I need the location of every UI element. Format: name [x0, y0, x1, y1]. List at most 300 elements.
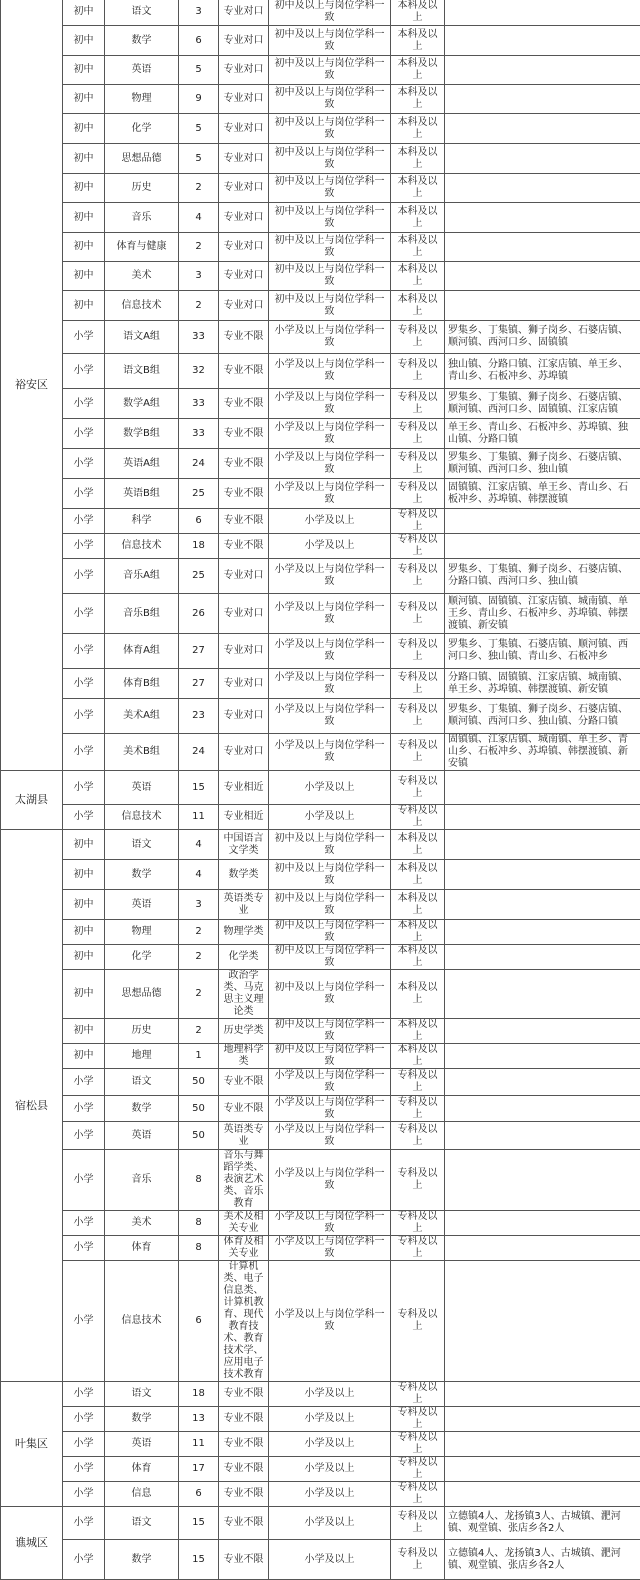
subject-cell: 信息技术 — [105, 534, 179, 559]
education-cell: 本科及以上 — [391, 26, 445, 56]
school-level-cell: 初中 — [63, 26, 105, 56]
count-cell: 33 — [179, 389, 219, 419]
notes-cell — [445, 26, 640, 56]
school-level-cell: 小学 — [63, 699, 105, 734]
count-cell: 9 — [179, 85, 219, 114]
notes-cell — [445, 56, 640, 85]
subject-cell: 数学 — [105, 26, 179, 56]
table-row — [1, 262, 640, 291]
table-row — [1, 1482, 640, 1507]
education-cell: 本科及以上 — [391, 85, 445, 114]
subject-cell: 物理 — [105, 920, 179, 945]
education-cell: 本科及以上 — [391, 970, 445, 1019]
qualification-cell: 初中及以上与岗位学科一致 — [269, 174, 391, 203]
table-row — [1, 174, 640, 203]
school-level-cell: 初中 — [63, 85, 105, 114]
school-level-cell: 小学 — [63, 1540, 105, 1580]
qualification-cell: 小学及以上与岗位学科一致 — [269, 734, 391, 771]
major-requirement-cell: 专业对口 — [219, 634, 269, 669]
school-level-cell: 初中 — [63, 291, 105, 321]
count-cell: 17 — [179, 1457, 219, 1482]
qualification-cell: 小学及以上与岗位学科一致 — [269, 419, 391, 449]
school-level-cell: 小学 — [63, 771, 105, 805]
education-cell: 专科及以上 — [391, 771, 445, 805]
table-row — [1, 291, 640, 321]
education-cell: 本科及以上 — [391, 114, 445, 144]
notes-cell — [445, 203, 640, 233]
qualification-cell: 小学及以上与岗位学科一致 — [269, 1069, 391, 1096]
major-requirement-cell: 专业对口 — [219, 291, 269, 321]
major-requirement-cell: 专业不限 — [219, 354, 269, 389]
education-cell: 本科及以上 — [391, 830, 445, 860]
education-cell: 专科及以上 — [391, 1507, 445, 1540]
subject-cell: 语文 — [105, 1507, 179, 1540]
major-requirement-cell: 音乐与舞蹈学类、表演艺术类、音乐教育 — [219, 1150, 269, 1211]
count-cell: 32 — [179, 354, 219, 389]
notes-cell — [445, 233, 640, 262]
notes-cell — [445, 144, 640, 174]
count-cell: 5 — [179, 56, 219, 85]
qualification-cell: 初中及以上与岗位学科一致 — [269, 1019, 391, 1044]
education-cell: 本科及以上 — [391, 174, 445, 203]
education-cell: 专科及以上 — [391, 699, 445, 734]
school-level-cell: 小学 — [63, 321, 105, 354]
school-level-cell: 初中 — [63, 945, 105, 970]
notes-cell — [445, 970, 640, 1019]
subject-cell: 音乐 — [105, 1150, 179, 1211]
subject-cell: 体育B组 — [105, 669, 179, 699]
table-row — [1, 890, 640, 920]
table-row — [1, 56, 640, 85]
education-cell: 本科及以上 — [391, 56, 445, 85]
education-cell: 专科及以上 — [391, 479, 445, 509]
qualification-cell: 初中及以上与岗位学科一致 — [269, 262, 391, 291]
subject-cell: 英语B组 — [105, 479, 179, 509]
notes-cell — [445, 0, 640, 26]
education-cell: 专科及以上 — [391, 1382, 445, 1407]
education-cell: 专科及以上 — [391, 321, 445, 354]
qualification-cell: 小学及以上与岗位学科一致 — [269, 1236, 391, 1261]
count-cell: 11 — [179, 805, 219, 830]
education-cell: 专科及以上 — [391, 1069, 445, 1096]
count-cell: 50 — [179, 1122, 219, 1150]
major-requirement-cell: 专业对口 — [219, 144, 269, 174]
qualification-cell: 小学及以上与岗位学科一致 — [269, 1122, 391, 1150]
subject-cell: 历史 — [105, 1019, 179, 1044]
notes-cell: 分路口镇、固镇镇、江家店镇、城南镇、单王乡、苏埠镇、韩摆渡镇、新安镇 — [445, 669, 640, 699]
education-cell: 专科及以上 — [391, 559, 445, 594]
qualification-cell: 初中及以上与岗位学科一致 — [269, 970, 391, 1019]
school-level-cell: 小学 — [63, 1432, 105, 1457]
major-requirement-cell: 专业对口 — [219, 56, 269, 85]
notes-cell: 罗集乡、丁集镇、石婆店镇、顺河镇、西河口乡、独山镇、青山乡、石板冲乡 — [445, 634, 640, 669]
school-level-cell: 小学 — [63, 449, 105, 479]
school-level-cell: 小学 — [63, 1096, 105, 1122]
school-level-cell: 初中 — [63, 233, 105, 262]
count-cell: 18 — [179, 534, 219, 559]
notes-cell — [445, 1150, 640, 1211]
education-cell: 专科及以上 — [391, 1482, 445, 1507]
education-cell: 本科及以上 — [391, 203, 445, 233]
education-cell: 专科及以上 — [391, 1211, 445, 1236]
qualification-cell: 小学及以上 — [269, 1540, 391, 1580]
notes-cell — [445, 1019, 640, 1044]
count-cell: 50 — [179, 1096, 219, 1122]
notes-cell — [445, 890, 640, 920]
count-cell: 25 — [179, 479, 219, 509]
count-cell: 3 — [179, 890, 219, 920]
major-requirement-cell: 化学类 — [219, 945, 269, 970]
major-requirement-cell: 专业不限 — [219, 1407, 269, 1432]
school-level-cell: 小学 — [63, 419, 105, 449]
table-row — [1, 1407, 640, 1432]
major-requirement-cell: 美术及相关专业 — [219, 1211, 269, 1236]
school-level-cell: 小学 — [63, 354, 105, 389]
table-row — [1, 1507, 640, 1540]
qualification-cell: 小学及以上 — [269, 1482, 391, 1507]
qualification-cell: 小学及以上 — [269, 509, 391, 534]
qualification-cell: 小学及以上 — [269, 1382, 391, 1407]
count-cell: 4 — [179, 830, 219, 860]
qualification-cell: 小学及以上与岗位学科一致 — [269, 634, 391, 669]
major-requirement-cell: 数学类 — [219, 860, 269, 890]
qualification-cell: 小学及以上与岗位学科一致 — [269, 321, 391, 354]
major-requirement-cell: 专业对口 — [219, 85, 269, 114]
notes-cell — [445, 262, 640, 291]
count-cell: 11 — [179, 1432, 219, 1457]
qualification-cell: 小学及以上与岗位学科一致 — [269, 1261, 391, 1382]
table-row — [1, 1236, 640, 1261]
notes-cell: 顺河镇、固镇镇、江家店镇、城南镇、单王乡、青山乡、石板冲乡、苏埠镇、韩摆渡镇、新安镇 — [445, 594, 640, 634]
subject-cell: 数学B组 — [105, 419, 179, 449]
table-row — [1, 1457, 640, 1482]
notes-cell — [445, 771, 640, 805]
notes-cell — [445, 1407, 640, 1432]
notes-cell — [445, 114, 640, 144]
count-cell: 24 — [179, 449, 219, 479]
education-cell: 专科及以上 — [391, 669, 445, 699]
qualification-cell: 小学及以上 — [269, 1407, 391, 1432]
major-requirement-cell: 专业不限 — [219, 534, 269, 559]
education-cell: 本科及以上 — [391, 1019, 445, 1044]
notes-cell — [445, 1432, 640, 1457]
major-requirement-cell: 计算机类、电子信息类、计算机教育、现代教育技术、教育技术学、应用电子技术教育 — [219, 1261, 269, 1382]
notes-cell — [445, 1457, 640, 1482]
subject-cell: 化学 — [105, 945, 179, 970]
qualification-cell: 初中及以上与岗位学科一致 — [269, 0, 391, 26]
notes-cell: 单王乡、青山乡、石板冲乡、苏埠镇、独山镇、分路口镇 — [445, 419, 640, 449]
table-row — [1, 1019, 640, 1044]
subject-cell: 历史 — [105, 174, 179, 203]
subject-cell: 数学 — [105, 1096, 179, 1122]
qualification-cell: 小学及以上与岗位学科一致 — [269, 1096, 391, 1122]
major-requirement-cell: 专业不限 — [219, 479, 269, 509]
education-cell: 专科及以上 — [391, 1407, 445, 1432]
school-level-cell: 初中 — [63, 174, 105, 203]
subject-cell: 思想品德 — [105, 970, 179, 1019]
region-cell: 裕安区 — [1, 0, 63, 771]
subject-cell: 美术 — [105, 1211, 179, 1236]
education-cell: 专科及以上 — [391, 1261, 445, 1382]
count-cell: 5 — [179, 114, 219, 144]
qualification-cell: 初中及以上与岗位学科一致 — [269, 203, 391, 233]
notes-cell — [445, 291, 640, 321]
school-level-cell: 小学 — [63, 509, 105, 534]
recruitment-table-body — [1, 0, 640, 1580]
subject-cell: 语文A组 — [105, 321, 179, 354]
school-level-cell: 小学 — [63, 534, 105, 559]
notes-cell: 固镇镇、江家店镇、单王乡、青山乡、石板冲乡、苏埠镇、韩摆渡镇 — [445, 479, 640, 509]
education-cell: 专科及以上 — [391, 534, 445, 559]
education-cell: 专科及以上 — [391, 1540, 445, 1580]
qualification-cell: 初中及以上与岗位学科一致 — [269, 85, 391, 114]
education-cell: 专科及以上 — [391, 1236, 445, 1261]
notes-cell — [445, 920, 640, 945]
major-requirement-cell: 专业不限 — [219, 1096, 269, 1122]
school-level-cell: 小学 — [63, 1236, 105, 1261]
table-row — [1, 1069, 640, 1096]
subject-cell: 音乐 — [105, 203, 179, 233]
notes-cell — [445, 830, 640, 860]
table-row — [1, 85, 640, 114]
school-level-cell: 初中 — [63, 56, 105, 85]
school-level-cell: 小学 — [63, 669, 105, 699]
table-row — [1, 354, 640, 389]
subject-cell: 体育 — [105, 1236, 179, 1261]
count-cell: 3 — [179, 0, 219, 26]
qualification-cell: 小学及以上与岗位学科一致 — [269, 1150, 391, 1211]
count-cell: 33 — [179, 321, 219, 354]
table-row — [1, 805, 640, 830]
school-level-cell: 初中 — [63, 0, 105, 26]
school-level-cell: 小学 — [63, 805, 105, 830]
table-row — [1, 321, 640, 354]
qualification-cell: 初中及以上与岗位学科一致 — [269, 945, 391, 970]
qualification-cell: 小学及以上与岗位学科一致 — [269, 479, 391, 509]
table-row — [1, 669, 640, 699]
notes-cell — [445, 1122, 640, 1150]
table-row — [1, 449, 640, 479]
major-requirement-cell: 英语类专业 — [219, 1122, 269, 1150]
qualification-cell: 初中及以上与岗位学科一致 — [269, 860, 391, 890]
major-requirement-cell: 专业对口 — [219, 26, 269, 56]
notes-cell — [445, 805, 640, 830]
subject-cell: 英语 — [105, 890, 179, 920]
school-level-cell: 初中 — [63, 920, 105, 945]
major-requirement-cell: 专业不限 — [219, 389, 269, 419]
subject-cell: 语文 — [105, 830, 179, 860]
count-cell: 4 — [179, 203, 219, 233]
qualification-cell: 小学及以上 — [269, 534, 391, 559]
subject-cell: 数学 — [105, 1540, 179, 1580]
notes-cell — [445, 1261, 640, 1382]
major-requirement-cell: 专业相近 — [219, 771, 269, 805]
major-requirement-cell: 专业不限 — [219, 1069, 269, 1096]
table-row — [1, 970, 640, 1019]
qualification-cell: 小学及以上 — [269, 771, 391, 805]
table-row — [1, 1540, 640, 1580]
qualification-cell: 小学及以上与岗位学科一致 — [269, 1211, 391, 1236]
count-cell: 1 — [179, 1044, 219, 1069]
notes-cell: 罗集乡、丁集镇、狮子岗乡、石婆店镇、顺河镇、西河口乡、固镇镇、江家店镇 — [445, 389, 640, 419]
subject-cell: 美术B组 — [105, 734, 179, 771]
count-cell: 6 — [179, 509, 219, 534]
table-row — [1, 860, 640, 890]
notes-cell — [445, 1382, 640, 1407]
region-cell: 叶集区 — [1, 1382, 63, 1507]
table-row — [1, 26, 640, 56]
school-level-cell: 初中 — [63, 144, 105, 174]
school-level-cell: 小学 — [63, 1261, 105, 1382]
qualification-cell: 初中及以上与岗位学科一致 — [269, 56, 391, 85]
notes-cell — [445, 1044, 640, 1069]
subject-cell: 物理 — [105, 85, 179, 114]
qualification-cell: 小学及以上与岗位学科一致 — [269, 594, 391, 634]
major-requirement-cell: 专业不限 — [219, 1382, 269, 1407]
notes-cell — [445, 174, 640, 203]
school-level-cell: 小学 — [63, 1069, 105, 1096]
table-row — [1, 1150, 640, 1211]
qualification-cell: 小学及以上 — [269, 805, 391, 830]
major-requirement-cell: 专业不限 — [219, 1507, 269, 1540]
major-requirement-cell: 专业对口 — [219, 594, 269, 634]
table-row — [1, 830, 640, 860]
notes-cell: 固镇镇、江家店镇、城南镇、单王乡、青山乡、石板冲乡、苏埠镇、韩摆渡镇、新安镇 — [445, 734, 640, 771]
education-cell: 本科及以上 — [391, 890, 445, 920]
count-cell: 6 — [179, 1482, 219, 1507]
table-row — [1, 479, 640, 509]
subject-cell: 语文 — [105, 0, 179, 26]
notes-cell — [445, 1069, 640, 1096]
subject-cell: 英语 — [105, 56, 179, 85]
education-cell: 本科及以上 — [391, 233, 445, 262]
table-row — [1, 920, 640, 945]
school-level-cell: 小学 — [63, 1457, 105, 1482]
education-cell: 本科及以上 — [391, 1044, 445, 1069]
qualification-cell: 初中及以上与岗位学科一致 — [269, 920, 391, 945]
table-row — [1, 1382, 640, 1407]
major-requirement-cell: 专业对口 — [219, 0, 269, 26]
school-level-cell: 小学 — [63, 479, 105, 509]
notes-cell: 罗集乡、丁集镇、狮子岗乡、石婆店镇、分路口镇、西河口乡、独山镇 — [445, 559, 640, 594]
education-cell: 专科及以上 — [391, 449, 445, 479]
school-level-cell: 小学 — [63, 1382, 105, 1407]
qualification-cell: 初中及以上与岗位学科一致 — [269, 26, 391, 56]
qualification-cell: 小学及以上与岗位学科一致 — [269, 389, 391, 419]
major-requirement-cell: 专业不限 — [219, 1482, 269, 1507]
count-cell: 8 — [179, 1211, 219, 1236]
major-requirement-cell: 专业不限 — [219, 1540, 269, 1580]
count-cell: 6 — [179, 1261, 219, 1382]
count-cell: 23 — [179, 699, 219, 734]
count-cell: 2 — [179, 920, 219, 945]
education-cell: 本科及以上 — [391, 920, 445, 945]
table-row — [1, 389, 640, 419]
table-row — [1, 144, 640, 174]
table-row — [1, 1432, 640, 1457]
major-requirement-cell: 专业不限 — [219, 1432, 269, 1457]
notes-cell — [445, 509, 640, 534]
school-level-cell: 初中 — [63, 970, 105, 1019]
education-cell: 专科及以上 — [391, 389, 445, 419]
qualification-cell: 初中及以上与岗位学科一致 — [269, 890, 391, 920]
notes-cell: 罗集乡、丁集镇、狮子岗乡、石婆店镇、顺河镇、西河口乡、独山镇 — [445, 449, 640, 479]
major-requirement-cell: 历史学类 — [219, 1019, 269, 1044]
region-cell: 谯城区 — [1, 1507, 63, 1580]
notes-cell — [445, 860, 640, 890]
education-cell: 本科及以上 — [391, 144, 445, 174]
notes-cell — [445, 1211, 640, 1236]
count-cell: 8 — [179, 1150, 219, 1211]
major-requirement-cell: 专业不限 — [219, 509, 269, 534]
major-requirement-cell: 专业对口 — [219, 669, 269, 699]
major-requirement-cell: 专业对口 — [219, 203, 269, 233]
count-cell: 2 — [179, 291, 219, 321]
qualification-cell: 初中及以上与岗位学科一致 — [269, 144, 391, 174]
school-level-cell: 小学 — [63, 1211, 105, 1236]
major-requirement-cell: 物理学类 — [219, 920, 269, 945]
count-cell: 26 — [179, 594, 219, 634]
notes-cell: 罗集乡、丁集镇、狮子岗乡、石婆店镇、顺河镇、西河口乡、独山镇、分路口镇 — [445, 699, 640, 734]
education-cell: 本科及以上 — [391, 0, 445, 26]
subject-cell: 科学 — [105, 509, 179, 534]
school-level-cell: 小学 — [63, 734, 105, 771]
school-level-cell: 小学 — [63, 634, 105, 669]
table-row — [1, 1211, 640, 1236]
subject-cell: 语文 — [105, 1069, 179, 1096]
notes-cell — [445, 534, 640, 559]
subject-cell: 数学A组 — [105, 389, 179, 419]
education-cell: 专科及以上 — [391, 805, 445, 830]
subject-cell: 语文B组 — [105, 354, 179, 389]
count-cell: 2 — [179, 233, 219, 262]
subject-cell: 音乐A组 — [105, 559, 179, 594]
major-requirement-cell: 专业对口 — [219, 699, 269, 734]
subject-cell: 英语 — [105, 771, 179, 805]
count-cell: 25 — [179, 559, 219, 594]
qualification-cell: 初中及以上与岗位学科一致 — [269, 830, 391, 860]
subject-cell: 美术 — [105, 262, 179, 291]
subject-cell: 思想品德 — [105, 144, 179, 174]
school-level-cell: 初中 — [63, 860, 105, 890]
education-cell: 专科及以上 — [391, 634, 445, 669]
qualification-cell: 初中及以上与岗位学科一致 — [269, 233, 391, 262]
table-row — [1, 233, 640, 262]
education-cell: 专科及以上 — [391, 734, 445, 771]
qualification-cell: 小学及以上与岗位学科一致 — [269, 354, 391, 389]
count-cell: 24 — [179, 734, 219, 771]
count-cell: 15 — [179, 771, 219, 805]
education-cell: 专科及以上 — [391, 1457, 445, 1482]
table-row — [1, 1122, 640, 1150]
count-cell: 18 — [179, 1382, 219, 1407]
school-level-cell: 初中 — [63, 1019, 105, 1044]
school-level-cell: 初中 — [63, 1044, 105, 1069]
count-cell: 5 — [179, 144, 219, 174]
subject-cell: 体育与健康 — [105, 233, 179, 262]
education-cell: 专科及以上 — [391, 1432, 445, 1457]
qualification-cell: 小学及以上与岗位学科一致 — [269, 449, 391, 479]
subject-cell: 美术A组 — [105, 699, 179, 734]
school-level-cell: 小学 — [63, 594, 105, 634]
table-row — [1, 509, 640, 534]
count-cell: 27 — [179, 669, 219, 699]
count-cell: 3 — [179, 262, 219, 291]
subject-cell: 英语 — [105, 1122, 179, 1150]
count-cell: 33 — [179, 419, 219, 449]
major-requirement-cell: 政治学类、马克思主义理论类 — [219, 970, 269, 1019]
table-row — [1, 1044, 640, 1069]
